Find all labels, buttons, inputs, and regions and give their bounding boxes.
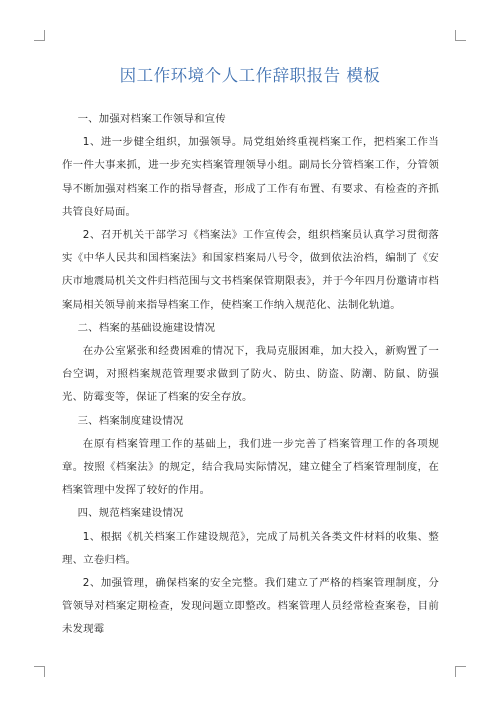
paragraph: 2、召开机关干部学习《档案法》工作宣传会，组织档案员认真学习贯彻落实《中华人民共和国档案法》和国家档案局八号令，做到依法治档，编制了《安庆市地震局机关文件归档范围与文书档案保管期限表》，并于今年四月份邀请市档案局相关领导前来指导档案工作，使档案工作纳入规范化、法制化轨道。 [62, 229, 439, 311]
crop-mark-bottom-right [455, 666, 466, 677]
paragraph: 在办公室紧张和经费困难的情况下，我局克服困难，加大投入，新购置了一台空调，对照档案规范管理要求做到了防火、防虫、防盗、防潮、防鼠、防强光、防霉变等，保证了档案的安全存放。 [62, 345, 439, 404]
document-body [62, 108, 439, 642]
crop-mark-bottom-left [34, 666, 45, 677]
paragraph: 1、根据《机关档案工作建设规范》，完成了局机关各类文件材料的收集、整理、立卷归档。 [62, 530, 439, 566]
paragraph: 1、进一步健全组织，加强领导。局党组始终重视档案工作，把档案工作当作一件大事来抓，进一步充实档案管理领导小组。副局长分管档案工作，分管领导不断加强对档案工作的指导督查，形成了工作有布置、有要求、有检查的齐抓共管良好局面。 [62, 136, 439, 218]
section-heading-1: 一、加强对档案工作领导和宣传 [77, 113, 226, 125]
section-heading-2: 二、档案的基础设施建设情况 [77, 321, 216, 334]
section-heading-4: 四、规范档案建设情况 [77, 507, 184, 520]
section-heading-3: 三、档案制度建设情况 [77, 414, 184, 427]
crop-mark-top-right [455, 30, 466, 41]
paragraph: 2、加强管理，确保档案的安全完整。我们建立了严格的档案管理制度，分管领导对档案定期检查，发现问题立即整改。档案管理人员经常检查案卷，目前未发现霉 [62, 577, 439, 636]
crop-mark-top-left [34, 30, 45, 41]
paragraph: 在原有档案管理工作的基础上，我们进一步完善了档案管理工作的各项规章。按照《档案法》的规定，结合我局实际情况，建立健全了档案管理制度，在档案管理中发挥了较好的作用。 [62, 437, 439, 497]
document-title: 因工作环境个人工作辞职报告 模板 [119, 66, 381, 85]
